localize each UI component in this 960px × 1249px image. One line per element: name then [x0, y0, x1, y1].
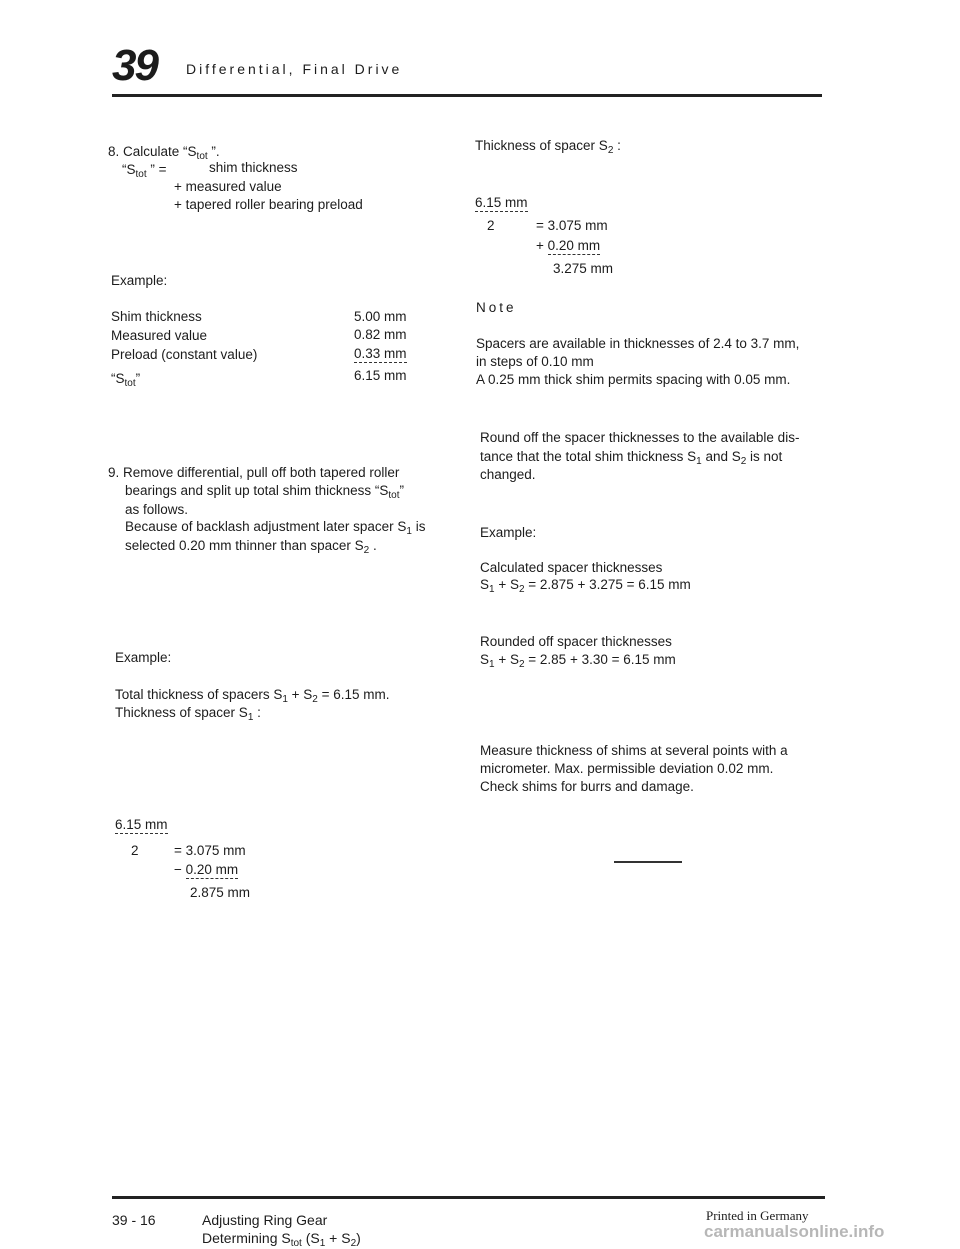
example2-s1-heading: Thickness of spacer $S_1$ : — [115, 705, 261, 723]
example1-row3-label: Preload (constant value) — [111, 347, 258, 362]
rounded-title: Rounded off spacer thicknesses — [480, 634, 672, 649]
example2-eq2: − 0.20 mm — [174, 862, 239, 877]
note-line1: Spacers are available in thicknesses of 2.4 to 3.7 mm, — [476, 336, 800, 351]
round-line2: tance that the total shim thickness $S_1$ and $S_2$ is not — [480, 449, 783, 467]
note-line3: A 0.25 mm thick shim permits spacing with 0.05 mm. — [476, 372, 791, 387]
s2-fraction-denominator: 2 — [487, 218, 495, 233]
step9-line5: selected 0.20 mm thinner than spacer $S_2$ . — [125, 538, 377, 556]
example2-fraction-numerator: 6.15 mm — [115, 817, 168, 832]
printed-in-germany: Printed in Germany — [706, 1208, 809, 1223]
example1-row2-label: Measured value — [111, 328, 208, 343]
watermark: carmanualsonline.info — [704, 1222, 885, 1241]
example1-label: Example: — [111, 273, 168, 288]
calculated-title: Calculated spacer thicknesses — [480, 560, 663, 575]
round-line3: changed. — [480, 467, 536, 482]
s2-heading: Thickness of spacer $S_2$ : — [475, 138, 621, 156]
measure-line2: micrometer. Max. permissible deviation 0.02 mm. — [480, 761, 774, 776]
example3-label: Example: — [480, 525, 537, 540]
chapter-number: 39 — [112, 41, 157, 90]
s2-fraction-numerator: 6.15 mm — [475, 195, 528, 210]
rounded-equation: $S_1 + S_2 = 2.85 + 3.30 = 6.15$ mm — [480, 652, 676, 670]
note-line2: in steps of 0.10 mm — [476, 354, 594, 369]
example2-total: Total thickness of spacers $S_1 + S_2 = 6.15$ mm. — [115, 687, 390, 705]
footer-section-title: Adjusting Ring Gear — [202, 1212, 328, 1228]
step9-line2: bearings and split up total shim thickness “$S_{tot}$” — [125, 483, 405, 501]
step8-heading: 8. Calculate “$S_{tot}$ ”. — [108, 144, 220, 162]
example2-result: 2.875 mm — [190, 885, 251, 900]
s2-eq1: = 3.075 mm — [536, 218, 608, 233]
example1-row1-value: 5.00 mm — [354, 309, 407, 324]
step8-term-shim: shim thickness — [209, 160, 298, 175]
step8-definition: “$S_{tot}$ ” = — [122, 162, 167, 180]
step9-line1: 9. Remove differential, pull off both tapered roller — [108, 465, 400, 480]
end-rule — [614, 861, 682, 863]
step8-term-preload: + tapered roller bearing preload — [174, 197, 363, 212]
s2-eq2: + 0.20 mm — [536, 238, 601, 253]
step8-term-measured: + measured value — [174, 179, 282, 194]
example1-row3-value: 0.33 mm — [354, 346, 407, 361]
footer-rule — [112, 1196, 825, 1199]
example2-label: Example: — [115, 650, 172, 665]
example1-stot-label: “$S_{tot}$” — [111, 371, 141, 389]
page-number: 39 - 16 — [112, 1212, 156, 1228]
round-line1: Round off the spacer thicknesses to the available dis- — [480, 430, 800, 445]
example1-stot-value: 6.15 mm — [354, 368, 407, 383]
example2-eq1: = 3.075 mm — [174, 843, 246, 858]
chapter-title: Differential, Final Drive — [186, 61, 403, 77]
step9-line4: Because of backlash adjustment later spacer $S_1$ is — [125, 519, 426, 537]
example1-row2-value: 0.82 mm — [354, 327, 407, 342]
example1-row1-label: Shim thickness — [111, 309, 202, 324]
s2-result: 3.275 mm — [553, 261, 614, 276]
measure-line3: Check shims for burrs and damage. — [480, 779, 694, 794]
footer-section-subtitle: Determining $S_{tot}$ $(S_1 + S_2)$ — [202, 1230, 361, 1249]
calculated-equation: $S_1 + S_2 = 2.875 + 3.275 = 6.15$ mm — [480, 577, 691, 595]
header-rule — [112, 94, 822, 97]
measure-line1: Measure thickness of shims at several points with a — [480, 743, 788, 758]
example2-fraction-denominator: 2 — [131, 843, 139, 858]
step9-line3: as follows. — [125, 502, 189, 517]
note-title: Note — [476, 300, 517, 315]
